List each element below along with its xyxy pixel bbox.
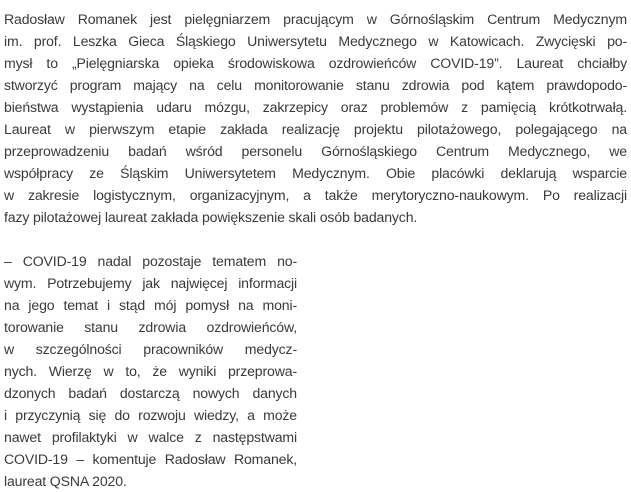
quote-line: i przyczynią się do rozwoju wiedzy, a może: [4, 407, 297, 423]
quote-line: nych. Wierzę w to, że wyniki przeprowa-: [4, 363, 297, 379]
quote-line: w szczególności pracowników medycz-: [4, 341, 297, 357]
quote-line: COVID-19 – komentuje Radosław Romanek,: [4, 451, 297, 467]
quote-line: wym. Potrzebujemy jak najwięcej informacji: [4, 275, 297, 291]
text-line: w zakresie logistycznym, organizacyjnym, a także merytoryczno-naukowym. Po realizacji: [4, 187, 627, 203]
text-line: bieństwa wystąpienia udaru mózgu, zakrzepicy oraz problemów z pamięcią krótkotrwałą.: [4, 99, 627, 115]
text-line: fazy pilotażowej laureat zakłada powiększenie skali osób badanych.: [4, 209, 418, 225]
quote-line: – COVID-19 nadal pozostaje tematem no-: [4, 253, 297, 269]
quote-line: dzonych badań dostarczą nowych danych: [4, 385, 297, 401]
quote-line: nawet profilaktyki w walce z następstwami: [4, 429, 297, 445]
text-line: Laureat w pierwszym etapie zakłada realizację projektu pilotażowego, polegającego na: [4, 121, 627, 137]
text-line: Radosław Romanek jest pielęgniarzem pracującym w Górnośląskim Centrum Medycznym: [4, 11, 627, 27]
text-line: mysł to „Pielęgniarska opieka środowiskowa ozdrowieńców COVID-19”. Laureat chciałby: [4, 55, 627, 71]
text-line: im. prof. Leszka Gieca Śląskiego Uniwersytetu Medycznego w Katowicach. Zwycięski po-: [4, 33, 627, 49]
quote-line: laureat QSNA 2020.: [4, 473, 127, 489]
quote-line: torowanie stanu zdrowia ozdrowieńców,: [4, 319, 297, 335]
quote-line: na jego temat i stąd mój pomysł na moni-: [4, 297, 297, 313]
text-line: współpracy ze Śląskim Uniwersytetem Medycznym. Obie placówki deklarują wsparcie: [4, 165, 627, 181]
text-line: przeprowadzeniu badań wśród personelu Górnośląskiego Centrum Medycznego, we: [4, 143, 627, 159]
text-line: stworzyć program mający na celu monitorowanie stanu zdrowia pod kątem prawdopodo-: [4, 77, 627, 93]
